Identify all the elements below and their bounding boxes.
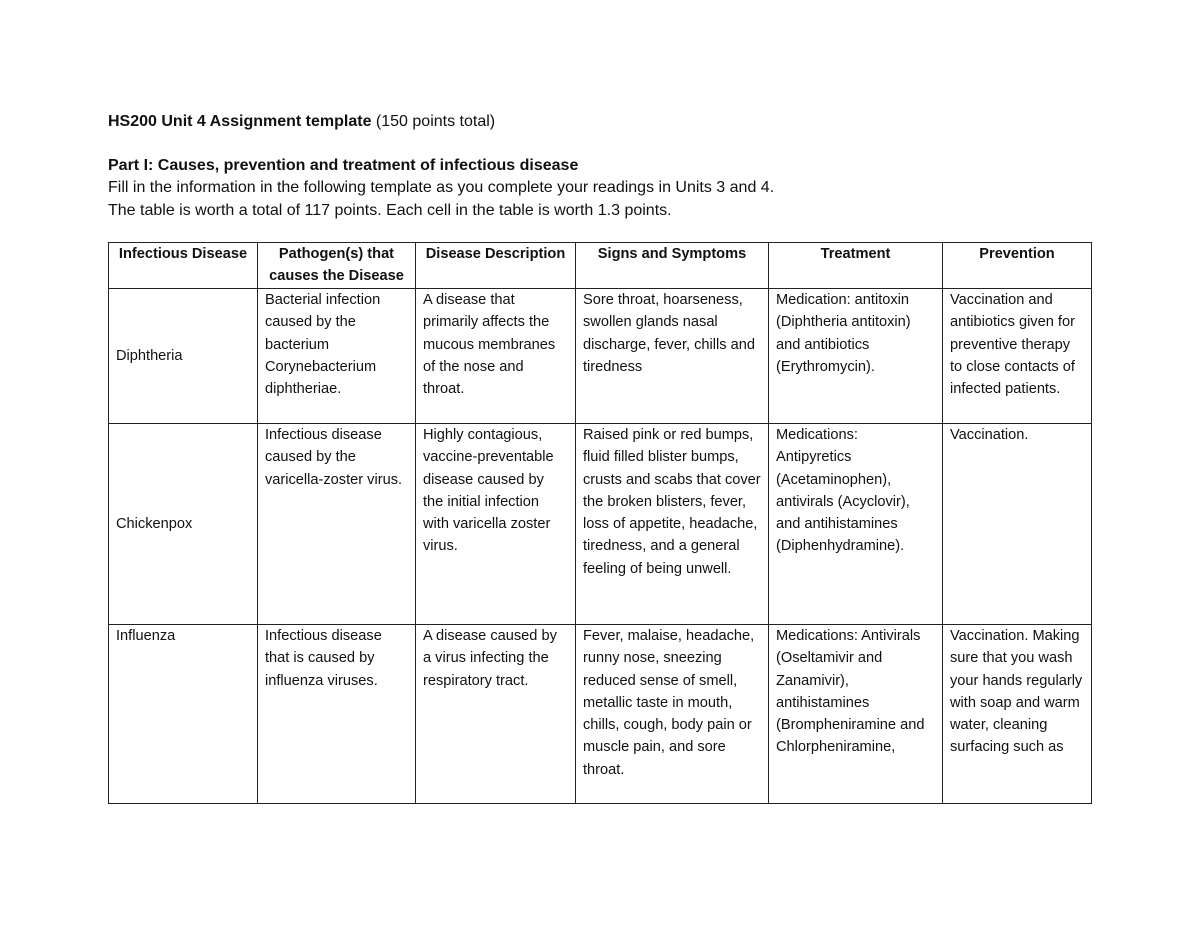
- description-cell: A disease that primarily affects the mucous membranes of the nose and throat.: [416, 289, 576, 424]
- table-row: [109, 625, 1092, 804]
- header-disease-description: Disease Description: [416, 243, 576, 289]
- prevention-text: Vaccination. Making sure that you wash your hands regularly with soap and warm water, cleaning surfacing such as: [950, 628, 1083, 756]
- instruction-line-2: The table is worth a total of 117 points. Each cell in the table is worth 1.3 points.: [108, 202, 672, 219]
- instruction-line-1: Fill in the information in the following template as you complete your readings in Units 3 and 4.: [108, 179, 775, 196]
- table-row: [109, 289, 1092, 424]
- table-header-row: [109, 243, 1092, 289]
- treatment-cell: Medications: Antipyretics (Acetaminophen), antivirals (Acyclovir), and antihistamines (Diphenhydramine).: [769, 424, 943, 625]
- treatment-cell: [769, 625, 943, 804]
- treatment-text: Medications: Antivirals (Oseltamivir and Zanamivir), antihistamines (Brompheniramine and Chlorpheniramine,: [776, 628, 925, 756]
- symptoms-cell: Sore throat, hoarseness, swollen glands nasal discharge, fever, chills and tiredness: [576, 289, 769, 424]
- header-infectious-disease: Infectious Disease: [109, 243, 258, 289]
- pathogen-cell: Infectious disease caused by the varicella-zoster virus.: [258, 424, 416, 625]
- table-row: [109, 424, 1092, 625]
- prevention-cell: Vaccination and antibiotics given for preventive therapy to close contacts of infected patients.: [943, 289, 1092, 424]
- header-prevention: Prevention: [943, 243, 1092, 289]
- description-text: A disease caused by a virus infecting the respiratory tract.: [423, 628, 557, 689]
- disease-name-cell: Diphtheria: [109, 289, 258, 424]
- title-bold: HS200 Unit 4 Assignment template: [108, 113, 372, 130]
- disease-name-cell: Chickenpox: [109, 424, 258, 625]
- symptoms-text: Fever, malaise, headache, runny nose, sneezing reduced sense of smell, metallic taste in mouth, chills, cough, body pain or muscle pain, and sore throat.: [583, 628, 755, 778]
- treatment-cell: Medication: antitoxin (Diphtheria antitoxin) and antibiotics (Erythromycin).: [769, 289, 943, 424]
- description-cell: [416, 625, 576, 804]
- pathogen-cell: Bacterial infection caused by the bacterium Corynebacterium diphtheriae.: [258, 289, 416, 424]
- symptoms-cell: Raised pink or red bumps, fluid filled blister bumps, crusts and scabs that cover the broken blisters, fever, loss of appetite, headache, tiredness, and a general feeling of being unwell.: [576, 424, 769, 625]
- part-heading: Part I: Causes, prevention and treatment of infectious disease: [108, 157, 579, 174]
- pathogen-cell: [258, 625, 416, 804]
- header-treatment: Treatment: [769, 243, 943, 289]
- description-cell: Highly contagious, vaccine-preventable disease caused by the initial infection with varicella zoster virus.: [416, 424, 576, 625]
- prevention-cell: [943, 625, 1092, 804]
- disease-name-text: Influenza: [116, 628, 176, 644]
- symptoms-cell: [576, 625, 769, 804]
- header-signs-symptoms: Signs and Symptoms: [576, 243, 769, 289]
- prevention-cell: Vaccination.: [943, 424, 1092, 625]
- disease-name-cell: [109, 625, 258, 804]
- title-points: (150 points total): [371, 113, 496, 130]
- document-title: [108, 111, 495, 133]
- pathogen-text: Infectious disease that is caused by influenza viruses.: [265, 628, 382, 689]
- disease-table: [108, 242, 1092, 804]
- header-pathogen: Pathogen(s) that causes the Disease: [258, 243, 416, 289]
